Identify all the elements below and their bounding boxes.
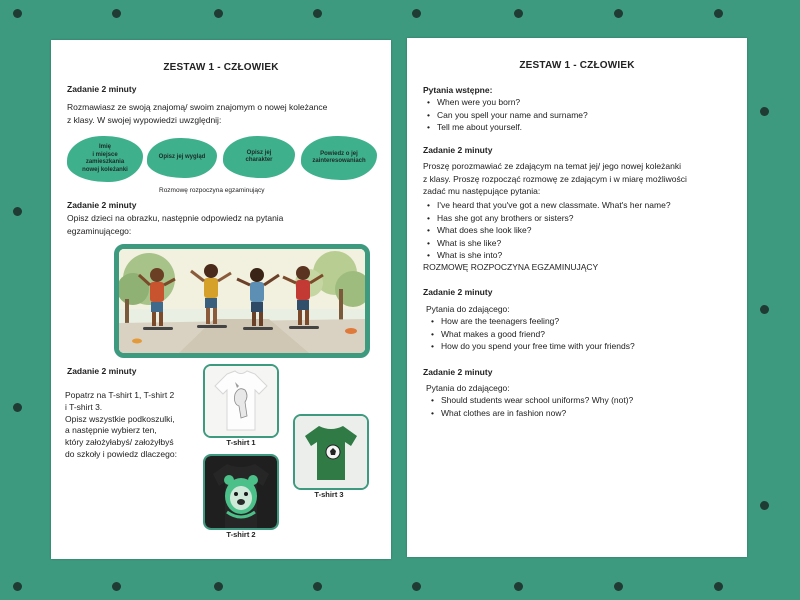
point-line: zainteresowaniach (312, 158, 366, 164)
list-item: • What makes a good friend? (427, 328, 635, 341)
task2-text-line1: Opisz dzieci na obrazku, następnie odpowiedz na pytania (67, 213, 284, 223)
background-dot (214, 9, 223, 18)
task3-intro: Pytania do zdającego: (426, 383, 510, 393)
background-dot (112, 9, 121, 18)
background-dot (313, 582, 322, 591)
list-item: • Has she got any brothers or sisters? (423, 212, 671, 225)
background-dot (614, 9, 623, 18)
point-name-residence (67, 136, 143, 182)
list-item: • How are the teenagers feeling? (427, 315, 635, 328)
intro-heading: Pytania wstępne: (423, 85, 493, 95)
background-dot (760, 305, 769, 314)
task2-heading: Zadanie 2 minuty (67, 200, 137, 210)
tshirt-1-caption: T-shirt 1 (226, 438, 256, 447)
tshirt-1-image (203, 364, 279, 438)
list-item: • What clothes are in fashion now? (427, 407, 633, 420)
list-item: • Should students wear school uniforms? Why (not)? (427, 394, 633, 407)
task3-line: który założyłabyś/ założyłbyś (65, 437, 174, 448)
list-item: • Can you spell your name and surname? (423, 109, 588, 122)
task1-note: ROZMOWĘ ROZPOCZYNA EGZAMINUJĄCY (423, 262, 599, 272)
task1-line: Proszę porozmawiać ze zdającym na temat jej/ jego nowej koleżanki (423, 161, 681, 171)
task1-text (423, 160, 687, 198)
task1-line: zadać mu następujące pytania: (423, 186, 541, 196)
task1-note: Rozmowę rozpoczyna egzaminujący (159, 187, 265, 194)
page-left (51, 40, 391, 559)
list-item: • What is she into? (423, 249, 671, 262)
background-dot (514, 9, 523, 18)
point-line: i miejsce (92, 151, 118, 158)
task3-line: do szkoły i powiedz dlaczego: (65, 448, 177, 459)
point-line: zamieszkania (85, 159, 125, 165)
task1-line: z klasy. Proszę rozpocząć rozmowę ze zdającym i w miarę możliwości (423, 173, 687, 184)
list-item: • When were you born? (423, 96, 588, 109)
point-interests (301, 136, 377, 180)
background-dot (13, 582, 22, 591)
background-dot (760, 501, 769, 510)
background-dot (514, 582, 523, 591)
point-line: Opisz jej (246, 149, 272, 156)
list-item: • What is she like? (423, 237, 671, 250)
background-dot (412, 9, 421, 18)
background-dot (714, 9, 723, 18)
list-item: • How do you spend your free time with your friends? (427, 340, 635, 353)
point-line: Imię (98, 144, 111, 150)
background-dot (614, 582, 623, 591)
task2-text-line2: egzaminującego: (67, 226, 132, 236)
list-item: • I've heard that you've got a new classmate. What's her name? (423, 199, 671, 212)
background-dot (714, 582, 723, 591)
tshirt-2-caption: T-shirt 2 (226, 530, 256, 539)
task3-questions (427, 394, 633, 419)
background-dot (760, 107, 769, 116)
task3-heading: Zadanie 2 minuty (423, 367, 493, 377)
background-dot (13, 207, 22, 216)
task3-heading: Zadanie 2 minuty (67, 366, 137, 376)
background-dot (313, 9, 322, 18)
tshirt-3-caption: T-shirt 3 (314, 490, 344, 499)
point-character (223, 136, 295, 178)
task3-line: Popatrz na T-shirt 1, T-shirt 2 (65, 390, 175, 400)
background-dot (112, 582, 121, 591)
background-dot (13, 403, 22, 412)
point-line: charakter (245, 157, 273, 163)
background-dot (412, 582, 421, 591)
kids-skateboarding-image (114, 244, 370, 358)
point-line: Powiedz o jej (320, 150, 358, 157)
list-item: • Tell me about yourself. (423, 121, 588, 134)
point-line: nowej koleżanki (82, 166, 128, 173)
task1-text-line1: Rozmawiasz ze swoją znajomą/ swoim znajomym o nowej koleżance (67, 102, 328, 112)
task3-line: Opisz wszystkie podkoszulki, (65, 413, 175, 424)
task1-heading: Zadanie 2 minuty (423, 145, 493, 155)
list-item: • What does she look like? (423, 224, 671, 237)
page-title: ZESTAW 1 - CZŁOWIEK (519, 60, 635, 71)
tshirt-3-image (293, 414, 369, 490)
task3-line: i T-shirt 3. (65, 401, 103, 412)
task1-text-line2: z klasy. W swojej wypowiedzi uwzględnij: (67, 115, 222, 125)
task3-text (65, 390, 177, 461)
task2-questions (427, 315, 635, 353)
page-title: ZESTAW 1 - CZŁOWIEK (163, 62, 279, 73)
task1-heading: Zadanie 2 minuty (67, 84, 137, 94)
task3-line: a następnie wybierz ten, (65, 425, 157, 436)
task2-heading: Zadanie 2 minuty (423, 287, 493, 297)
point-line: Opisz jej wygląd (158, 154, 206, 161)
point-appearance (147, 138, 217, 178)
background-dot (214, 582, 223, 591)
page-right (407, 38, 747, 557)
tshirt-2-image (203, 454, 279, 530)
task2-intro: Pytania do zdającego: (426, 304, 510, 314)
intro-questions (423, 96, 588, 134)
task1-questions (423, 199, 671, 262)
background-dot (13, 9, 22, 18)
